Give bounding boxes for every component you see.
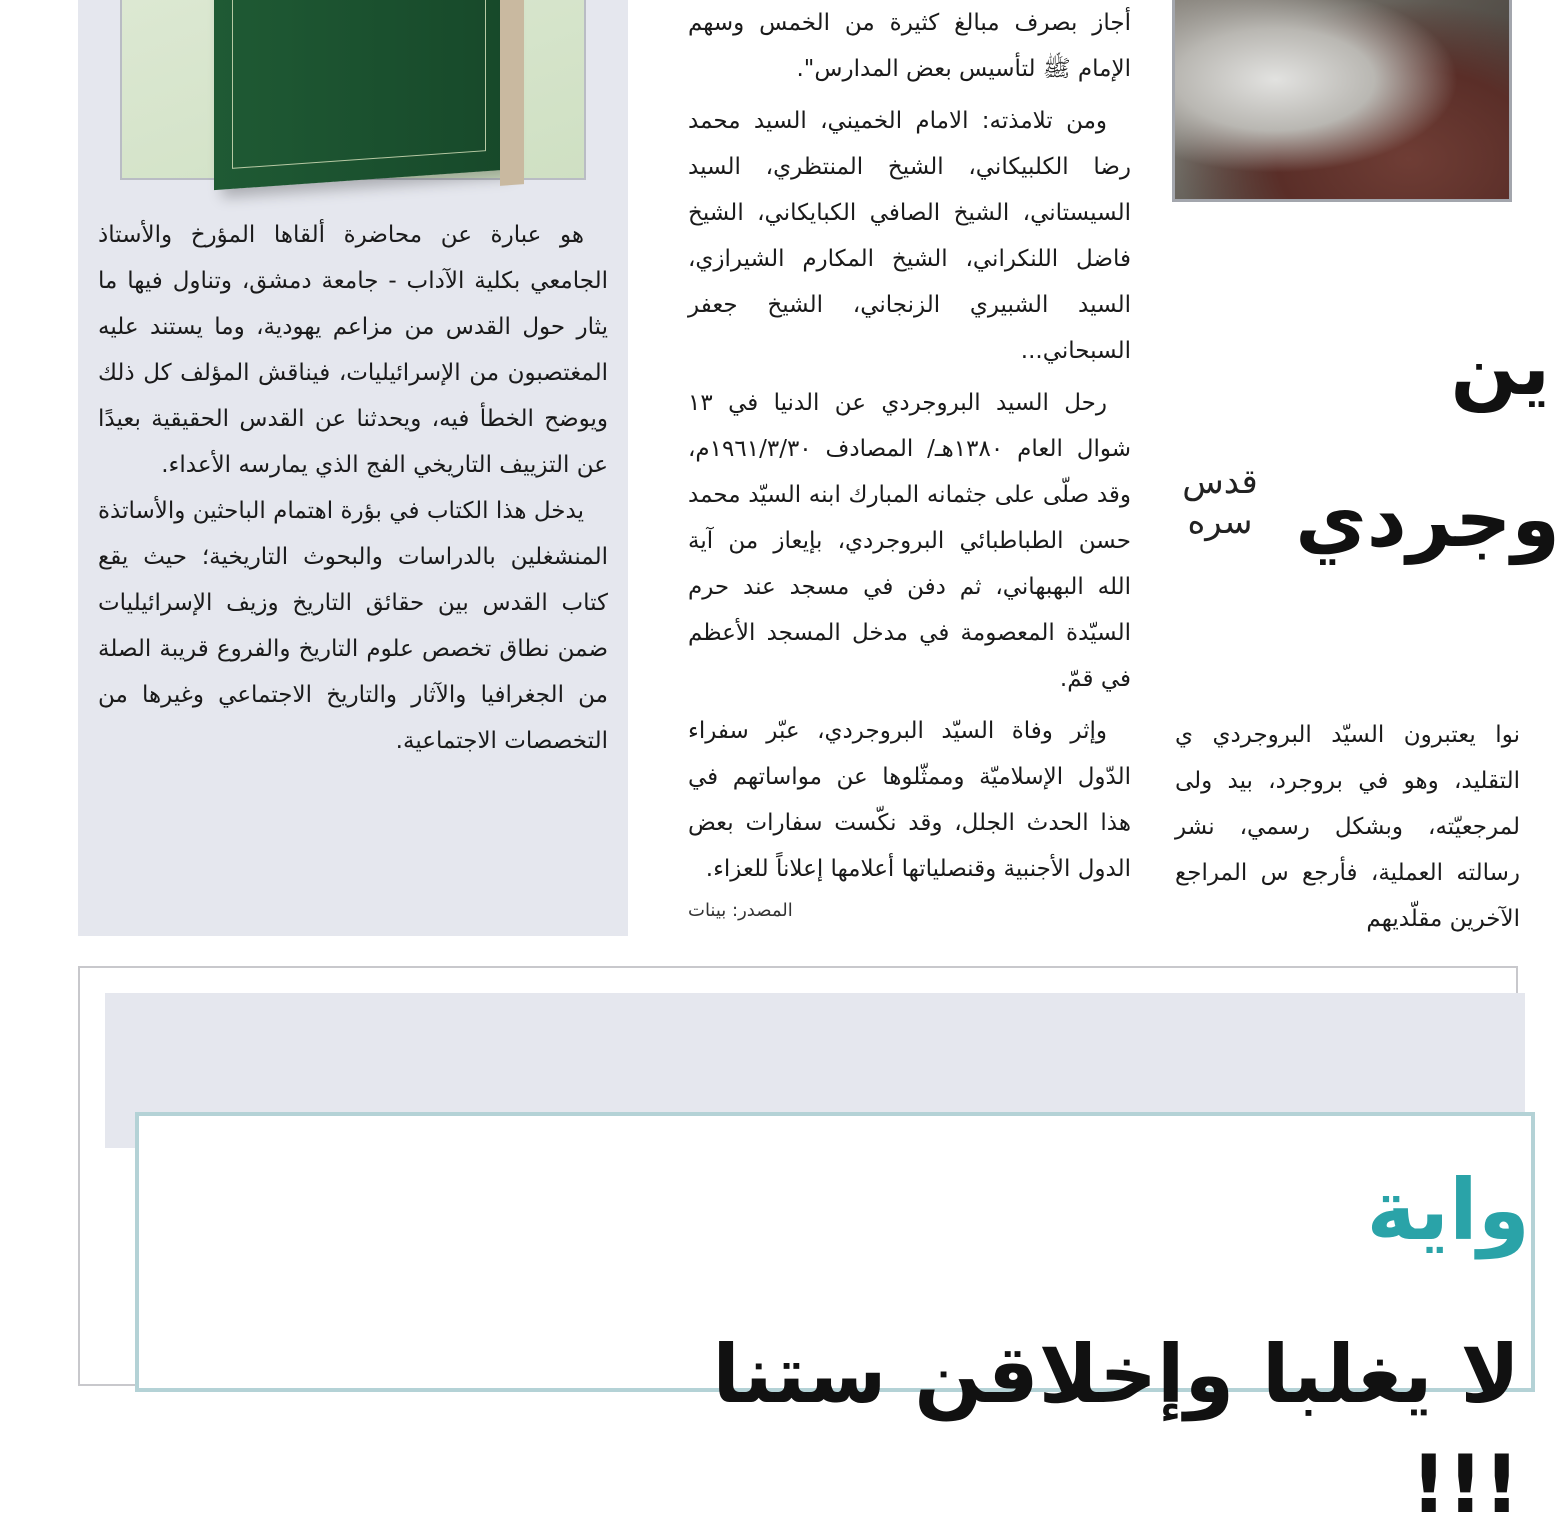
article-column-middle bbox=[688, 0, 1131, 898]
honorific-calligraphy: قدس سره bbox=[1182, 462, 1258, 542]
article-paragraph-1: أجاز بصرف مبالغ كثيرة من الخمس وسهم الإمام ﷺ لتأسيس بعض المدارس". bbox=[688, 10, 1131, 82]
article-source: المصدر: بينات bbox=[688, 900, 793, 921]
bottom-article-headline: لا يغلبا وإخلاقن ستنا !!! bbox=[712, 1328, 1520, 1531]
book-front bbox=[214, 0, 504, 190]
book-review-paragraph-2: يدخل هذا الكتاب في بؤرة اهتمام الباحثين والأساتذة المنشغلين بالدراسات والبحوث التاريخية؛ حيث يقع كتاب القدس بين حقائق التاريخ وزيف الإسرائيليات ضمن نطاق تخصص علوم التاريخ والفروع قريبة الصلة من الجغرافيا والآثار والتاريخ الاجتماعي وغيرها من التخصصات الاجتماعية. bbox=[98, 498, 608, 754]
book-pages bbox=[500, 0, 524, 186]
article-paragraph-3: رحل السيد البروجردي عن الدنيا في ١٣ شوال العام ١٣٨٠هـ/ المصادف ١٩٦١/٣/٣٠م، وقد صلّى على جثمانه المبارك ابنه السيّد محمد حسن الطباطبائي البروجردي، بإيعاز من آية الله البهبهاني، ثم دفن في مسجد عند حرم السيّدة المعصومة في مدخل المسجد الأعظم في قمّ. bbox=[688, 390, 1131, 692]
article-right-paragraph: نوا يعتبرون السيّد البروجردي ي التقليد، وهو في بروجرد، بيد ولى لمرجعيّته، وبشكل رسمي، نشر رسالته العملية، فأرجع س المراجع الآخرين مقلّديهم bbox=[1175, 722, 1520, 932]
section-title: واية bbox=[1366, 1161, 1530, 1259]
portrait-photo bbox=[1172, 0, 1512, 202]
book-cover-image bbox=[120, 0, 586, 180]
article-column-right bbox=[1175, 712, 1520, 942]
article-headline-line-1: ين bbox=[1450, 323, 1550, 413]
book-review-text bbox=[98, 212, 608, 764]
book-review-paragraph-1: هو عبارة عن محاضرة ألقاها المؤرخ والأستاذ الجامعي بكلية الآداب - جامعة دمشق، وتناول فيها ما يثار حول القدس من مزاعم يهودية، وما يستند عليه المغتصبون من الإسرائيليات، فيناقش المؤلف كل ذلك ويوضح الخطأ فيه، ويحدثنا عن القدس الحقيقية بعيدًا عن التزييف التاريخي الفج الذي يمارسه الأعداء. bbox=[98, 222, 608, 478]
article-paragraph-2: ومن تلامذته: الامام الخميني، السيد محمد رضا الكلبيكاني، الشيخ المنتظري، السيد السيستاني، الشيخ الصافي الكبايكاني، الشيخ فاضل اللنكراني، الشيخ المكارم الشيرازي، السيد الشبيري الزنجاني، الشيخ جعفر السبحاني... bbox=[688, 108, 1131, 364]
article-paragraph-4: وإثر وفاة السيّد البروجردي، عبّر سفراء الدّول الإسلاميّة وممثّلوها عن مواساتهم في هذا الحدث الجلل، وقد نكّست سفارات بعض الدول الأجنبية وقنصلياتها أعلامها إعلاناً للعزاء. bbox=[688, 718, 1131, 882]
article-headline-line-2: وجردي bbox=[1295, 475, 1560, 565]
